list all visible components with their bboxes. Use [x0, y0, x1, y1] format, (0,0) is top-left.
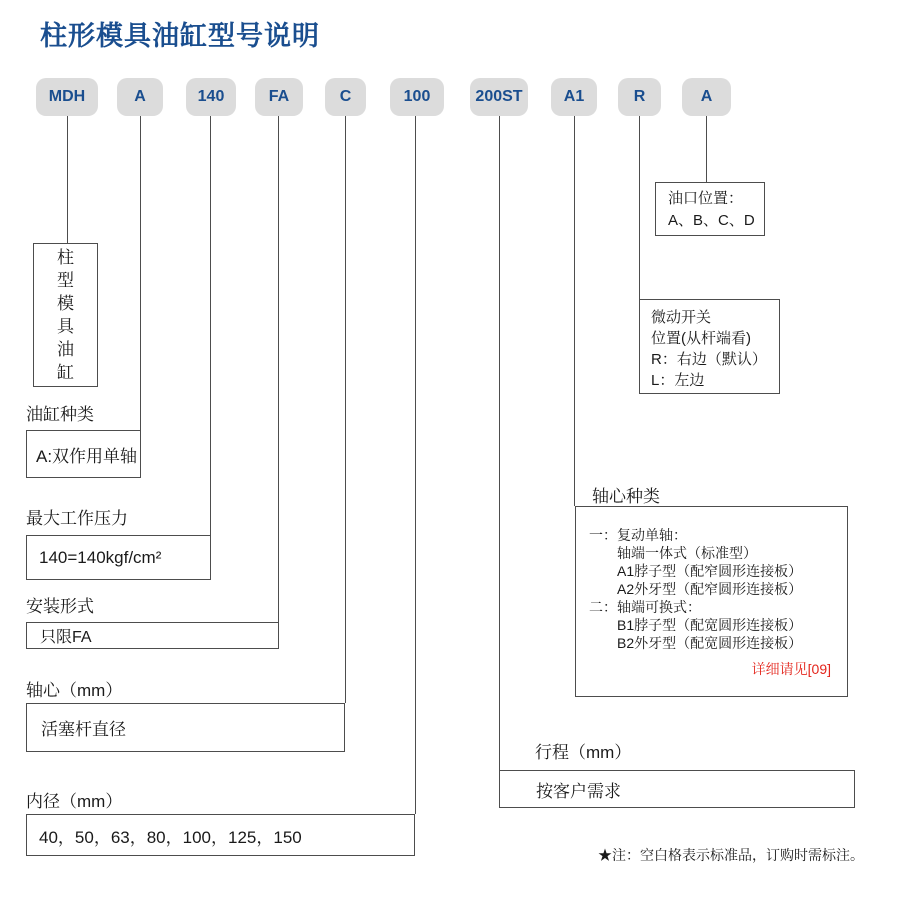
connector-a	[140, 116, 141, 430]
code-badge-140: 140	[186, 78, 236, 116]
max-pressure-label: 最大工作压力	[26, 509, 128, 528]
micro-switch-line: 位置(从杆端看)	[651, 330, 751, 347]
micro-switch-line: 微动开关	[651, 309, 712, 326]
shaft-type-label: 轴心种类	[592, 487, 660, 506]
port-position-line: 油口位置：	[668, 190, 744, 207]
code-badge-c: C	[325, 78, 366, 116]
connector-a1	[574, 116, 575, 506]
port-position-box	[655, 182, 765, 236]
shaft-type-line: B2外牙型（配宽圆形连接板）	[589, 635, 803, 651]
stroke-box: 按客户需求	[499, 770, 855, 808]
connector-c	[345, 116, 346, 703]
max-pressure-box: 140=140kgf/cm²	[26, 535, 211, 580]
mounting-label: 安装形式	[26, 597, 94, 616]
shaft-type-line: 轴端一体式（标准型）	[589, 545, 757, 561]
mounting-box: 只限FA	[26, 622, 279, 649]
shaft-type-line: 一：复动单轴：	[589, 527, 687, 543]
shaft-type-box	[575, 506, 848, 697]
page-title: 柱形模具油缸型号说明	[40, 21, 320, 51]
code-badge-a-port: A	[682, 78, 731, 116]
shaft-type-line: A2外牙型（配窄圆形连接板）	[589, 581, 803, 597]
bore-label: 内径（mm）	[26, 792, 123, 811]
port-position-line: A、B、C、D	[668, 212, 755, 229]
cylinder-kind-label: 油缸种类	[26, 405, 94, 424]
micro-switch-line: L：左边	[651, 372, 705, 389]
code-badge-a: A	[117, 78, 163, 116]
code-badge-r: R	[618, 78, 661, 116]
bore-box: 40，50，63，80，100，125，150	[26, 814, 415, 856]
micro-switch-line: R：右边（默认）	[651, 351, 767, 368]
connector-a-port	[706, 116, 707, 182]
shaft-type-line: 二：轴端可换式：	[589, 599, 701, 615]
connector-r	[639, 116, 640, 299]
series-name-text: 柱型模具油缸	[57, 248, 74, 382]
connector-100	[415, 116, 416, 814]
code-badge-fa: FA	[255, 78, 303, 116]
stroke-label: 行程（mm）	[535, 743, 632, 762]
code-badge-mdh: MDH	[36, 78, 98, 116]
connector-140	[210, 116, 211, 535]
shaft-type-ref-note: 详细请见[09]	[751, 661, 831, 677]
cylinder-kind-box: A:双作用单轴	[26, 430, 141, 478]
rod-box: 活塞杆直径	[26, 703, 345, 752]
connector-mdh	[67, 116, 68, 243]
shaft-type-line: B1脖子型（配宽圆形连接板）	[589, 617, 803, 633]
micro-switch-box	[639, 299, 780, 394]
connector-200st	[499, 116, 500, 770]
code-badge-a1: A1	[551, 78, 597, 116]
code-badge-200st: 200ST	[470, 78, 528, 116]
rod-label: 轴心（mm）	[26, 681, 123, 700]
series-name-box	[33, 243, 98, 387]
code-badge-100: 100	[390, 78, 444, 116]
footnote: ★注：空白格表示标准品，订购时需标注。	[598, 847, 864, 863]
shaft-type-line: A1脖子型（配窄圆形连接板）	[589, 563, 803, 579]
connector-fa	[278, 116, 279, 622]
